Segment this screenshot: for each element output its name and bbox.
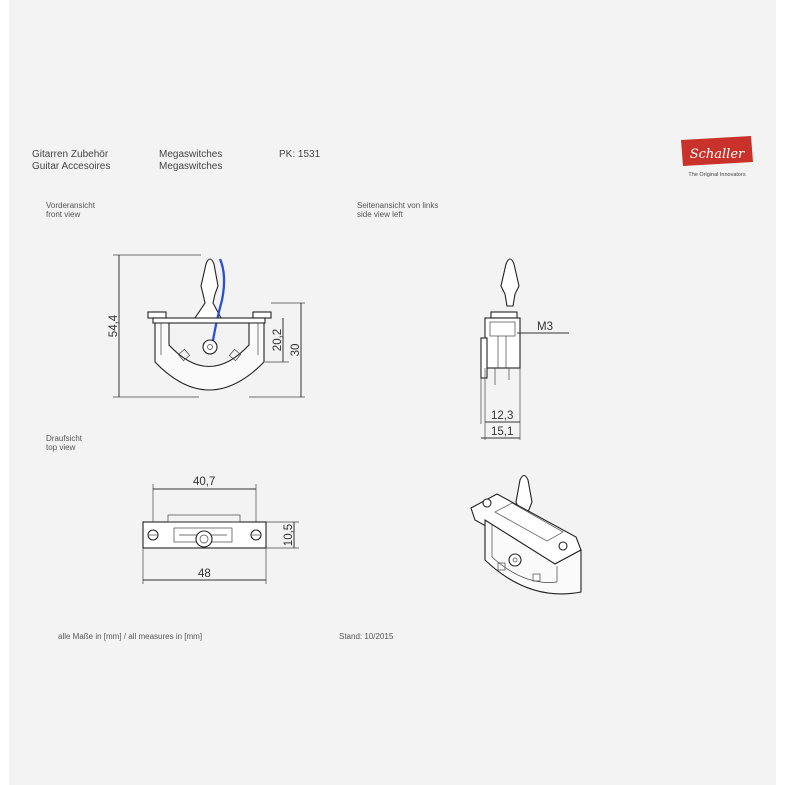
side-view-title-de: Seitenansicht von links — [357, 201, 439, 210]
iso-screw-right — [559, 542, 567, 550]
category-en: Guitar Accesoires — [32, 161, 111, 172]
side-screw-head — [491, 312, 517, 318]
dim-height-body: 30 — [290, 343, 302, 357]
side-mount-tab — [481, 338, 487, 378]
product-de: Megaswitches — [159, 149, 223, 160]
front-lever — [195, 259, 221, 318]
front-view — [108, 255, 305, 397]
top-view — [143, 476, 299, 584]
side-lever — [501, 259, 519, 306]
top-view-title-en: top view — [46, 443, 76, 452]
front-view-title-de: Vorderansicht — [46, 201, 95, 210]
front-body — [155, 323, 264, 390]
front-pivot — [203, 340, 217, 354]
side-view — [481, 259, 569, 440]
top-lever-knob — [196, 531, 212, 547]
drawing-sheet — [9, 0, 776, 785]
units-note: alle Maße in [mm] / all measures in [mm] — [58, 632, 203, 641]
dim-top-depth: 10,5 — [283, 523, 295, 547]
logo-tagline: The Original Innovators — [688, 172, 746, 178]
product-en: Megaswitches — [159, 161, 223, 172]
side-view-title-en: side view left — [357, 210, 403, 219]
dim-width-outer: 48 — [198, 568, 211, 580]
front-top-bar — [153, 318, 265, 323]
dim-height-upper: 20,2 — [272, 328, 284, 352]
iso-screw-left — [483, 499, 491, 507]
dim-thread: M3 — [537, 321, 553, 333]
dim-depth-a: 12,3 — [491, 410, 514, 422]
revision-stand: Stand: 10/2015 — [339, 632, 394, 641]
category-de: Gitarren Zubehör — [32, 149, 109, 160]
front-screw-left — [148, 312, 166, 318]
dim-width-inner: 40,7 — [193, 476, 216, 488]
front-view-title-en: front view — [46, 210, 81, 219]
isometric-view — [471, 476, 581, 594]
dim-height-total: 54,4 — [108, 314, 120, 338]
technical-drawing — [9, 0, 776, 785]
iso-pivot — [509, 554, 521, 566]
pk-number: PK: 1531 — [279, 149, 321, 160]
logo-brand-text: Schaller — [689, 147, 745, 162]
top-view-title-de: Draufsicht — [46, 434, 83, 443]
front-screw-right — [253, 312, 271, 318]
dim-depth-b: 15,1 — [491, 426, 514, 438]
